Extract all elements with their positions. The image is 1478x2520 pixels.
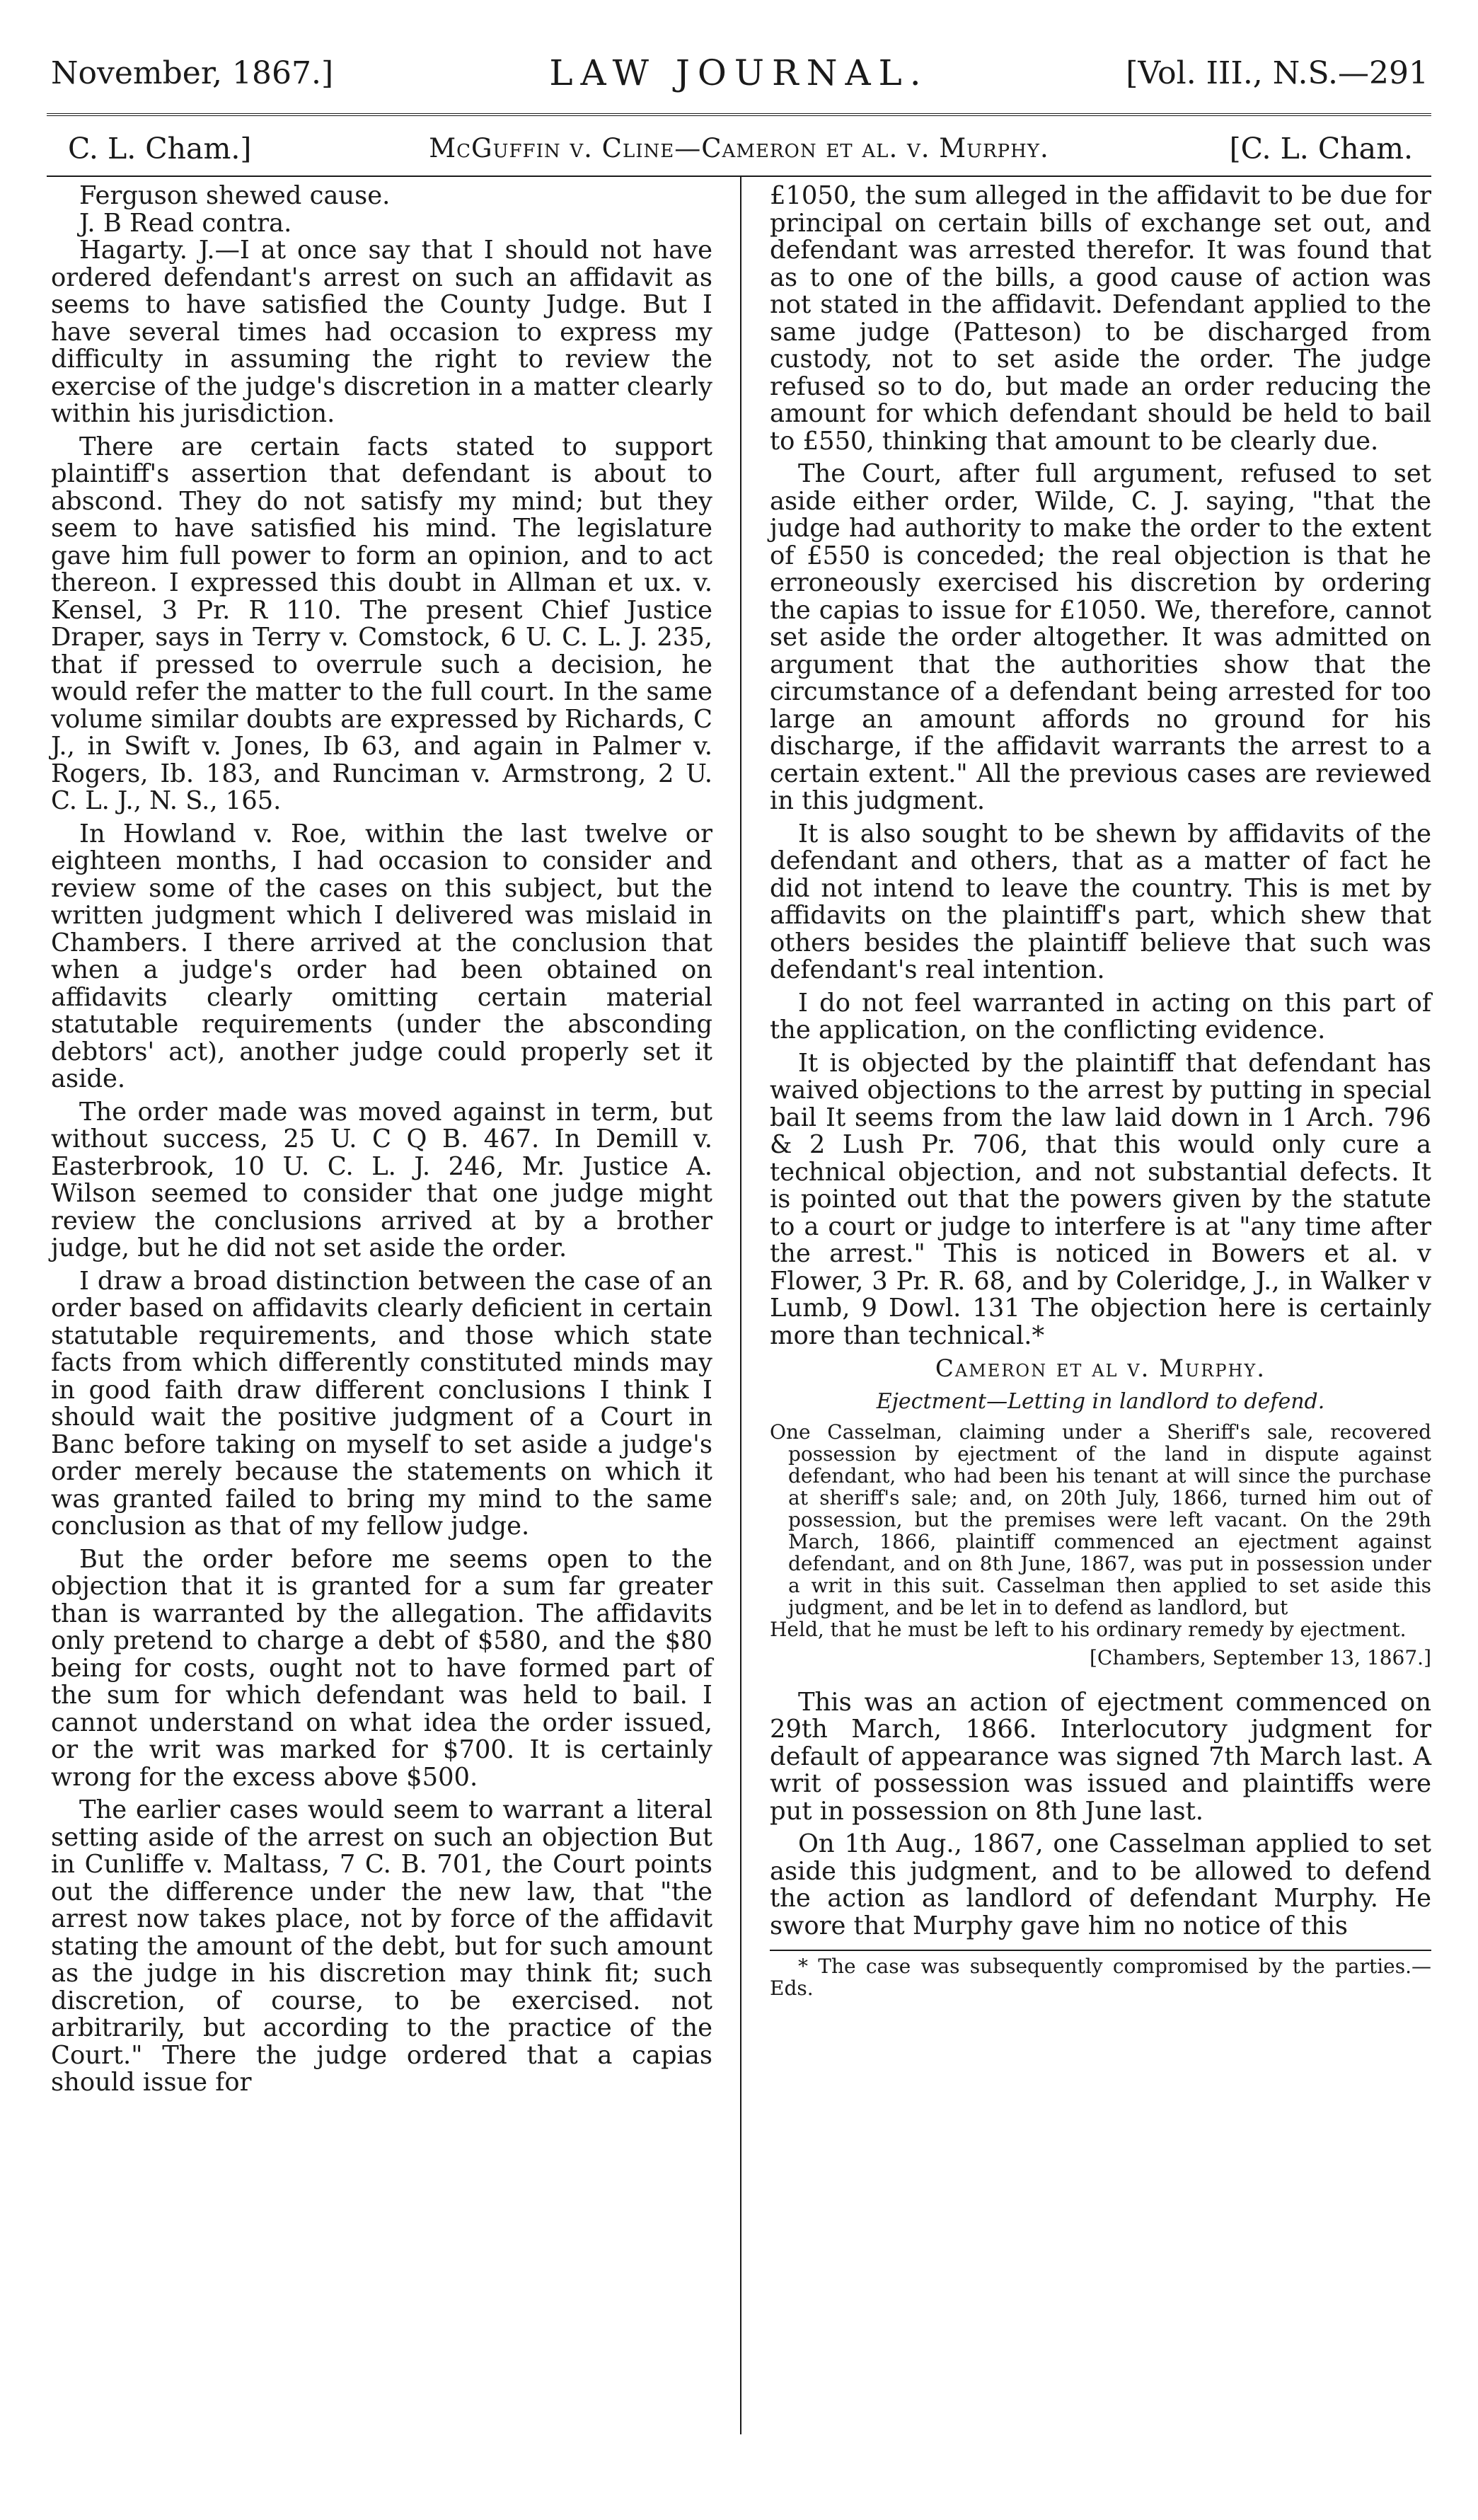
- left-column: [51, 183, 712, 2102]
- paragraph: On 1th Aug., 1867, one Casselman applied to set aside this judgment, and to be allowed to defend the action as landlord of defendant Murphy. He swore that Murphy gave him no notice of this: [770, 1829, 1431, 1940]
- right-column: [770, 183, 1431, 2005]
- running-header: [47, 35, 1431, 113]
- volume-page: [Vol. III., N.S.—291: [1126, 55, 1428, 91]
- case-header: [47, 120, 1431, 176]
- paragraph: The Court, after full argument, refused to set aside either order, Wilde, C. J. saying, "that the judge had authority to make the order to the extent of £550 is conceded; the real objection is that he erroneously exercised his discretion by ordering the capias to issue for £1050. We, therefore, cannot set aside the order altogether. It was admitted on argument that the authorities show that the circumstance of a defendant being arrested for too large an amount affords no ground for his discharge, if the affidavit warrants the arrest to a certain extent." All the previous cases are reviewed in this judgment.: [770, 459, 1431, 815]
- chambers-citation: [Chambers, September 13, 1867.]: [1089, 1646, 1431, 1669]
- paragraph: In Howland v. Roe, within the last twelve or eighteen months, I had occasion to consider and review some of the cases on this subject, but the written judgment which I delivered was mislaid in Chambers. I there arrived at the conclusion that when a judge's order had been obtained on affidavits clearly omitting certain material statutable requirements (under the absconding debtors' act), another judge could properly set it aside.: [51, 819, 712, 1093]
- court-left: C. L. Cham.]: [68, 132, 252, 166]
- header-rule: [47, 113, 1431, 120]
- issue-date: November, 1867.]: [51, 55, 334, 91]
- paragraph: This was an action of ejectment commenced on 29th March, 1866. Interlocutory judgment for default of appearance was signed 7th March last. A writ of possession was issued and plaintiffs were put in possession on 8th June last.: [770, 1687, 1431, 1826]
- column-divider: [740, 177, 741, 2434]
- headnote: [770, 1421, 1431, 1640]
- footnote: * The case was subsequently compromised by the parties.—Eds.: [770, 1955, 1431, 2000]
- paragraph: The order made was moved against in term, but without success, 25 U. C Q B. 467. In Demill v. Easterbrook, 10 U. C. L. J. 246, Mr. Justice A. Wilson seemed to consider that one judge might review the conclusions arrived at by a brother judge, but he did not set aside the order.: [51, 1097, 712, 1262]
- paragraph: I draw a broad distinction between the case of an order based on affidavits clearly deficient in certain statutable requirements, and those which state facts from which differently constituted minds may in good faith draw different conclusions I think I should wait the positive judgment of a Court in Banc before taking on myself to set aside a judge's order merely because the statements on which it was granted failed to bring my mind to the same conclusion as that of my fellow judge.: [51, 1266, 712, 1541]
- paragraph: I do not feel warranted in acting on this part of the application, on the conflicting evidence.: [770, 988, 1431, 1045]
- case-names: McGuffin v. Cline—Cameron et al. v. Murphy.: [429, 133, 1049, 163]
- paragraph: It is objected by the plaintiff that defendant has waived objections to the arrest by putting in special bail It seems from the law laid down in 1 Arch. 796 & 2 Lush Pr. 706, that this would only cure a technical objection, and not substantial defects. It is pointed out that the powers given by the statute to a court or judge to interfere is at "any time after the arrest." This is noticed in Bowers et al. v Flower, 3 Pr. R. 68, and by Coleridge, J., in Walker v Lumb, 9 Dowl. 131 The objection here is certainly more than technical.*: [770, 1048, 1431, 1350]
- paragraph: Hagarty. J.—I at once say that I should not have ordered defendant's arrest on such an affidavit as seems to have satisfied the County Judge. But I have several times had occasion to express my difficulty in assuming the right to review the exercise of the judge's discretion in a matter clearly within his jurisdiction.: [51, 236, 712, 428]
- counsel-line: J. B Read contra.: [79, 208, 292, 238]
- counsel-line: Ferguson shewed cause.: [79, 181, 391, 210]
- second-case-subtitle: Ejectment—Letting in landlord to defend.: [876, 1388, 1325, 1414]
- second-case-title: Cameron et al v. Murphy.: [935, 1354, 1266, 1383]
- paragraph: The earlier cases would seem to warrant a literal setting aside of the arrest on such an objection But in Cunliffe v. Maltass, 7 C. B. 701, the Court points out the difference under the new law, that "the arrest now takes place, not by force of the affidavit stating the amount of the debt, but for such amount as the judge in his discretion may think fit; such discretion, of course, to be exercised. not arbitrarily, but according to the practice of the Court." There the judge ordered that a capias should issue for: [51, 1795, 712, 2097]
- journal-title: LAW JOURNAL.: [549, 52, 929, 93]
- paragraph: £1050, the sum alleged in the affidavit to be due for principal on certain bills of exchange set out, and defendant was arrested therefor. It was found that as to one of the bills, a good cause of action was not stated in the affidavit. Defendant applied to the same judge (Patteson) to be discharged from custody, not to set aside the order. The judge refused so to do, but made an order reducing the amount for which defendant should be held to bail to £550, thinking that amount to be clearly due.: [770, 181, 1431, 456]
- paragraph: But the order before me seems open to the objection that it is granted for a sum far greater than is warranted by the allegation. The affidavits only pretend to charge a debt of $580, and the $80 being for costs, ought not to have formed part of the sum for which defendant was held to bail. I cannot understand on what idea the order issued, or the writ was marked for $700. It is certainly wrong for the excess above $500.: [51, 1544, 712, 1792]
- headnote-text: One Casselman, claiming under a Sheriff's sale, recovered possession by ejectment of the land in dispute against defendant, who had been his tenant at will since the purchase at sheriff's sale; and, on 20th July, 1866, turned him out of possession, but the premises were left vacant. On the 29th March, 1866, plaintiff commenced an ejectment against defendant, and on 8th June, 1867, was put in possession under a writ in this suit. Casselman then applied to set aside this judgment, and be let in to defend as landlord, but: [770, 1420, 1431, 1619]
- court-right: [C. L. Cham.: [1229, 132, 1413, 166]
- journal-page: [47, 35, 1431, 2484]
- footnote-rule: [770, 1950, 1431, 1951]
- paragraph: There are certain facts stated to support plaintiff's assertion that defendant is about to abscond. They do not satisfy my mind; but they seem to have satisfied his mind. The legislature gave him full power to form an opinion, and to act thereon. I expressed this doubt in Allman et ux. v. Kensel, 3 Pr. R 110. The present Chief Justice Draper, says in Terry v. Comstock, 6 U. C. L. J. 235, that if pressed to overrule such a decision, he would refer the matter to the full court. In the same volume similar doubts are expressed by Richards, C J., in Swift v. Jones, Ib 63, and again in Palmer v. Rogers, Ib. 183, and Runciman v. Armstrong, 2 U. C. L. J., N. S., 165.: [51, 432, 712, 815]
- body-columns: [47, 177, 1431, 2477]
- paragraph: It is also sought to be shewn by affidavits of the defendant and others, that as a matter of fact he did not intend to leave the country. This is met by affidavits on the plaintiff's part, which shew that others besides the plaintiff believe that such was defendant's real intention.: [770, 819, 1431, 984]
- headnote-held: Held, that he must be left to his ordinary remedy by ejectment.: [770, 1618, 1407, 1641]
